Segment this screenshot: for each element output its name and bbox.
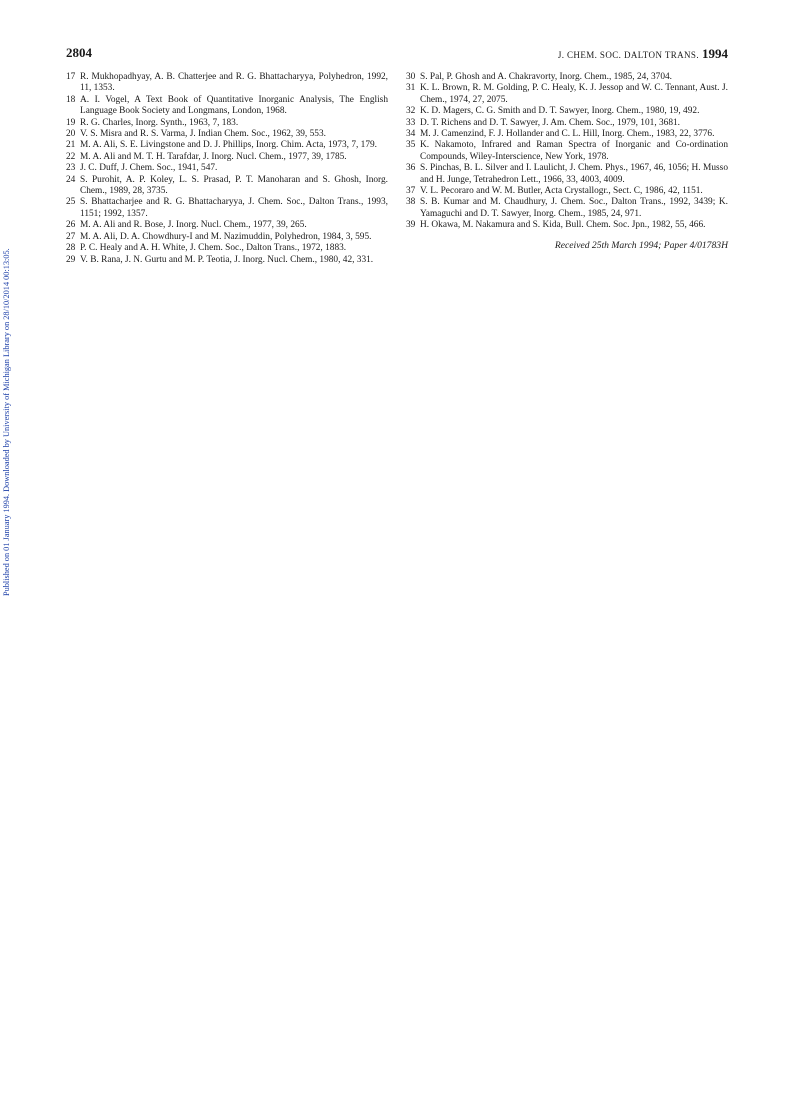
reference-text: S. Bhattacharjee and R. G. Bhattacharyya, J. Chem. Soc., Dalton Trans., 1993, 1151; 1992, 1357.	[80, 197, 388, 219]
download-notice[interactable]: Published on 01 January 1994. Downloaded by University of Michigan Library on 28/10/2014 00:13:05.	[2, 248, 11, 596]
reference-text: P. C. Healy and A. H. White, J. Chem. Soc., Dalton Trans., 1972, 1883.	[80, 243, 347, 254]
reference-text: K. L. Brown, R. M. Golding, P. C. Healy, K. J. Jessop and W. C. Tennant, Aust. J. Chem., 1974, 27, 2075.	[420, 83, 728, 105]
reference-text: S. Pal, P. Ghosh and A. Chakravorty, Inorg. Chem., 1985, 24, 3704.	[420, 72, 673, 82]
reference-item	[66, 152, 388, 163]
reference-text: M. A. Ali and M. T. H. Tarafdar, J. Inorg. Nucl. Chem., 1977, 39, 1785.	[80, 151, 347, 162]
reference-item	[66, 255, 388, 266]
reference-item	[406, 163, 728, 186]
reference-number: 31	[406, 83, 416, 94]
reference-number: 39	[406, 220, 416, 231]
reference-text: R. Mukhopadhyay, A. B. Chatterjee and R. G. Bhattacharyya, Polyhedron, 1992, 11, 1353.	[80, 72, 388, 94]
reference-number: 35	[406, 140, 416, 151]
reference-number: 37	[406, 186, 416, 197]
reference-text: M. A. Ali and R. Bose, J. Inorg. Nucl. Chem., 1977, 39, 265.	[80, 220, 307, 231]
reference-number: 20	[66, 129, 76, 140]
journal-title: J. CHEM. SOC. DALTON TRANS.	[557, 50, 699, 60]
reference-number: 34	[406, 129, 416, 140]
reference-text: M. A. Ali, S. E. Livingstone and D. J. Phillips, Inorg. Chim. Acta, 1973, 7, 179.	[80, 140, 378, 151]
reference-text: A. I. Vogel, A Text Book of Quantitative Inorganic Analysis, The English Language Book Society and Longmans, London, 1968.	[80, 94, 388, 117]
reference-item	[66, 118, 388, 129]
reference-text: M. J. Camenzind, F. J. Hollander and C. L. Hill, Inorg. Chem., 1983, 22, 3776.	[420, 129, 715, 140]
reference-item	[66, 197, 388, 220]
reference-text: M. A. Ali, D. A. Chowdhury-I and M. Nazimuddin, Polyhedron, 1984, 3, 595.	[80, 231, 372, 242]
reference-number: 19	[66, 117, 76, 128]
reference-item	[66, 220, 388, 231]
reference-text: S. Pinchas, B. L. Silver and I. Laulicht, J. Chem. Phys., 1967, 46, 1056; H. Musso and H. Junge, Tetrahedron Lett., 1966, 33, 4003, 4009.	[420, 163, 728, 185]
reference-number: 33	[406, 117, 416, 128]
reference-number: 30	[406, 72, 416, 82]
reference-item	[406, 197, 728, 220]
reference-item	[406, 129, 728, 140]
reference-number: 28	[66, 243, 76, 254]
journal-year: 1994	[702, 46, 728, 61]
reference-number: 29	[66, 254, 76, 265]
reference-number: 24	[66, 174, 76, 185]
reference-item	[66, 129, 388, 140]
reference-number: 22	[66, 151, 76, 162]
reference-number: 25	[66, 197, 76, 208]
reference-number: 27	[66, 231, 76, 242]
reference-text: S. Purohit, A. P. Koley, L. S. Prasad, P. T. Manoharan and S. Ghosh, Inorg. Chem., 1989, 28, 3735.	[80, 174, 388, 197]
reference-item	[66, 243, 388, 254]
reference-item	[66, 95, 388, 118]
reference-item	[406, 106, 728, 117]
reference-item	[406, 140, 728, 163]
reference-item	[406, 83, 728, 106]
reference-number: 21	[66, 140, 76, 151]
reference-text: S. B. Kumar and M. Chaudhury, J. Chem. Soc., Dalton Trans., 1992, 3439; K. Yamaguchi and D. T. Sawyer, Inorg. Chem., 1985, 24, 971.	[420, 197, 728, 219]
received-date: Received 25th March 1994; Paper 4/01783H	[554, 239, 728, 251]
reference-number: 38	[406, 197, 416, 208]
reference-item	[406, 118, 728, 129]
reference-item	[66, 140, 388, 151]
references-left-column	[66, 72, 388, 266]
reference-text: V. L. Pecoraro and W. M. Butler, Acta Crystallogr., Sect. C, 1986, 42, 1151.	[420, 186, 703, 197]
reference-number: 32	[406, 106, 416, 117]
reference-number: 36	[406, 163, 416, 174]
reference-number: 17	[66, 72, 76, 82]
references-right-column	[406, 72, 728, 261]
reference-item	[66, 163, 388, 174]
reference-item	[406, 72, 728, 83]
reference-number: 18	[66, 94, 76, 105]
reference-item	[66, 175, 388, 198]
reference-item	[406, 220, 728, 231]
page-header	[66, 45, 728, 61]
reference-text: K. D. Magers, C. G. Smith and D. T. Sawyer, Inorg. Chem., 1980, 19, 492.	[420, 106, 700, 117]
reference-text: H. Okawa, M. Nakamura and S. Kida, Bull. Chem. Soc. Jpn., 1982, 55, 466.	[420, 220, 706, 231]
running-head	[558, 46, 728, 62]
reference-text: K. Nakamoto, Infrared and Raman Spectra of Inorganic and Co-ordination Compounds, Wiley-Interscience, New York, 1978.	[420, 140, 728, 162]
reference-item	[66, 232, 388, 243]
reference-text: R. G. Charles, Inorg. Synth., 1963, 7, 183.	[80, 117, 239, 128]
reference-item	[66, 72, 388, 95]
reference-text: V. B. Rana, J. N. Gurtu and M. P. Teotia, J. Inorg. Nucl. Chem., 1980, 42, 331.	[80, 254, 374, 265]
reference-item	[406, 186, 728, 197]
reference-number: 23	[66, 163, 76, 174]
reference-text: V. S. Misra and R. S. Varma, J. Indian Chem. Soc., 1962, 39, 553.	[80, 129, 326, 140]
page-number: 2804	[66, 45, 92, 60]
reference-text: D. T. Richens and D. T. Sawyer, J. Am. Chem. Soc., 1979, 101, 3681.	[420, 117, 681, 128]
reference-text: J. C. Duff, J. Chem. Soc., 1941, 547.	[80, 163, 218, 174]
reference-number: 26	[66, 220, 76, 231]
